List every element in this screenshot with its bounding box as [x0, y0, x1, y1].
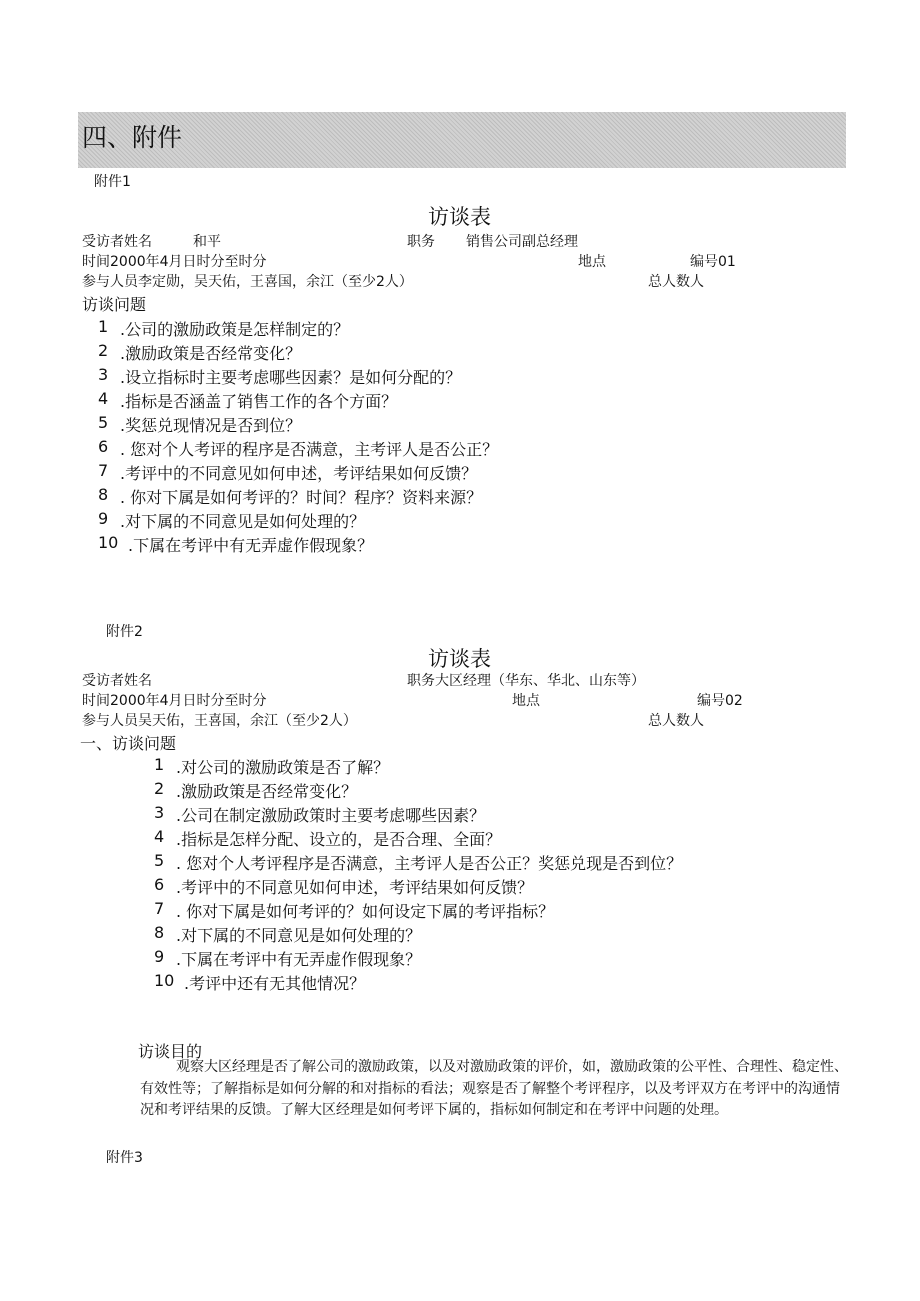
time-field: 时间2000年4月日时分至时分: [82, 693, 267, 709]
number-field: 编号01: [690, 254, 736, 270]
position-value: 销售公司副总经理: [466, 234, 578, 250]
question-number: 3: [154, 803, 165, 822]
question-text: . 您对个人考评的程序是否满意，主考评人是否公正？: [120, 440, 499, 459]
question-text: .考评中还有无其他情况？: [184, 974, 366, 993]
time-field: 时间2000年4月日时分至时分: [82, 254, 267, 270]
question-number: 4: [98, 389, 109, 408]
question-number: 9: [98, 509, 109, 528]
question-number: 7: [98, 461, 109, 480]
question-number: 1: [154, 755, 165, 774]
question-text: .指标是怎样分配、设立的，是否合理、全面？: [176, 830, 502, 849]
question-number: 10: [154, 971, 175, 990]
question-text: .奖惩兑现情况是否到位？: [120, 416, 302, 435]
total-field: 总人数人: [648, 274, 704, 290]
attachment-3-label: 附件3: [106, 1150, 143, 1166]
question-text: .对下属的不同意见是如何处理的？: [120, 512, 366, 531]
attachment-2-label: 附件2: [106, 624, 143, 640]
question-number: 2: [98, 341, 109, 360]
interviewee-label: 受访者姓名: [82, 673, 152, 689]
interviewee-label: 受访者姓名: [82, 234, 152, 250]
question-number: 3: [98, 365, 109, 384]
question-number: 6: [154, 875, 165, 894]
question-number: 2: [154, 779, 165, 798]
number-field: 编号02: [697, 693, 743, 709]
question-text: .考评中的不同意见如何申述，考评结果如何反馈？: [176, 878, 534, 897]
question-text: .公司的激励政策是怎样制定的？: [120, 320, 350, 339]
section-banner: [78, 112, 846, 168]
position-label: 职务: [407, 234, 435, 250]
question-text: . 你对下属是如何考评的？时间？程序？资料来源？: [120, 488, 483, 507]
question-text: .考评中的不同意见如何申述，考评结果如何反馈？: [120, 464, 478, 483]
total-field: 总人数人: [648, 713, 704, 729]
questions-heading: 访谈问题: [82, 295, 147, 314]
question-text: .下属在考评中有无弄虚作假现象？: [128, 536, 374, 555]
question-number: 6: [98, 437, 109, 456]
question-number: 9: [154, 947, 165, 966]
question-number: 10: [98, 533, 119, 552]
attachment-1-title: 访谈表: [428, 205, 491, 229]
question-text: . 你对下属是如何考评的？如何设定下属的考评指标？: [176, 902, 555, 921]
interviewee-name: 和平: [193, 234, 221, 250]
participants-field: 参与人员李定勋，吴天佑，王喜国，余江（至少2人）: [82, 274, 413, 290]
question-text: .对公司的激励政策是否了解？: [176, 758, 390, 777]
attachment-2-title: 访谈表: [428, 647, 491, 671]
question-number: 5: [154, 851, 165, 870]
question-number: 1: [98, 317, 109, 336]
question-text: .激励政策是否经常变化？: [120, 344, 302, 363]
question-number: 4: [154, 827, 165, 846]
position-field: 职务大区经理（华东、华北、山东等）: [407, 673, 645, 689]
question-number: 5: [98, 413, 109, 432]
purpose-heading: 访谈目的: [138, 1042, 203, 1061]
question-text: . 您对个人考评程序是否满意，主考评人是否公正？奖惩兑现是否到位？: [176, 854, 683, 873]
question-text: .设立指标时主要考虑哪些因素？是如何分配的？: [120, 368, 462, 387]
question-number: 7: [154, 899, 165, 918]
section-title: 四、附件: [82, 123, 183, 152]
question-text: .激励政策是否经常变化？: [176, 782, 358, 801]
question-number: 8: [154, 923, 165, 942]
place-field: 地点: [512, 693, 540, 709]
purpose-paragraph: 观察大区经理是否了解公司的激励政策，以及对激励政策的评价，如，激励政策的公平性、合理性、稳定性、有效性等；了解指标是如何分解的和对指标的看法；观察是否了解整个考评程序，以及考评双方在考评中的沟通情况和考评结果的反馈。了解大区经理是如何考评下属的，指标如何制定和在考评中问题的处理。: [140, 1059, 848, 1118]
question-text: .对下属的不同意见是如何处理的？: [176, 926, 422, 945]
place-field: 地点: [578, 254, 606, 270]
questions-heading: 一、访谈问题: [80, 734, 177, 753]
question-number: 8: [98, 485, 109, 504]
participants-field: 参与人员吴天佑，王喜国，余江（至少2人）: [82, 713, 357, 729]
question-text: .指标是否涵盖了销售工作的各个方面？: [120, 392, 398, 411]
question-text: .公司在制定激励政策时主要考虑哪些因素？: [176, 806, 486, 825]
question-text: .下属在考评中有无弄虚作假现象？: [176, 950, 422, 969]
attachment-1-label: 附件1: [94, 174, 131, 190]
